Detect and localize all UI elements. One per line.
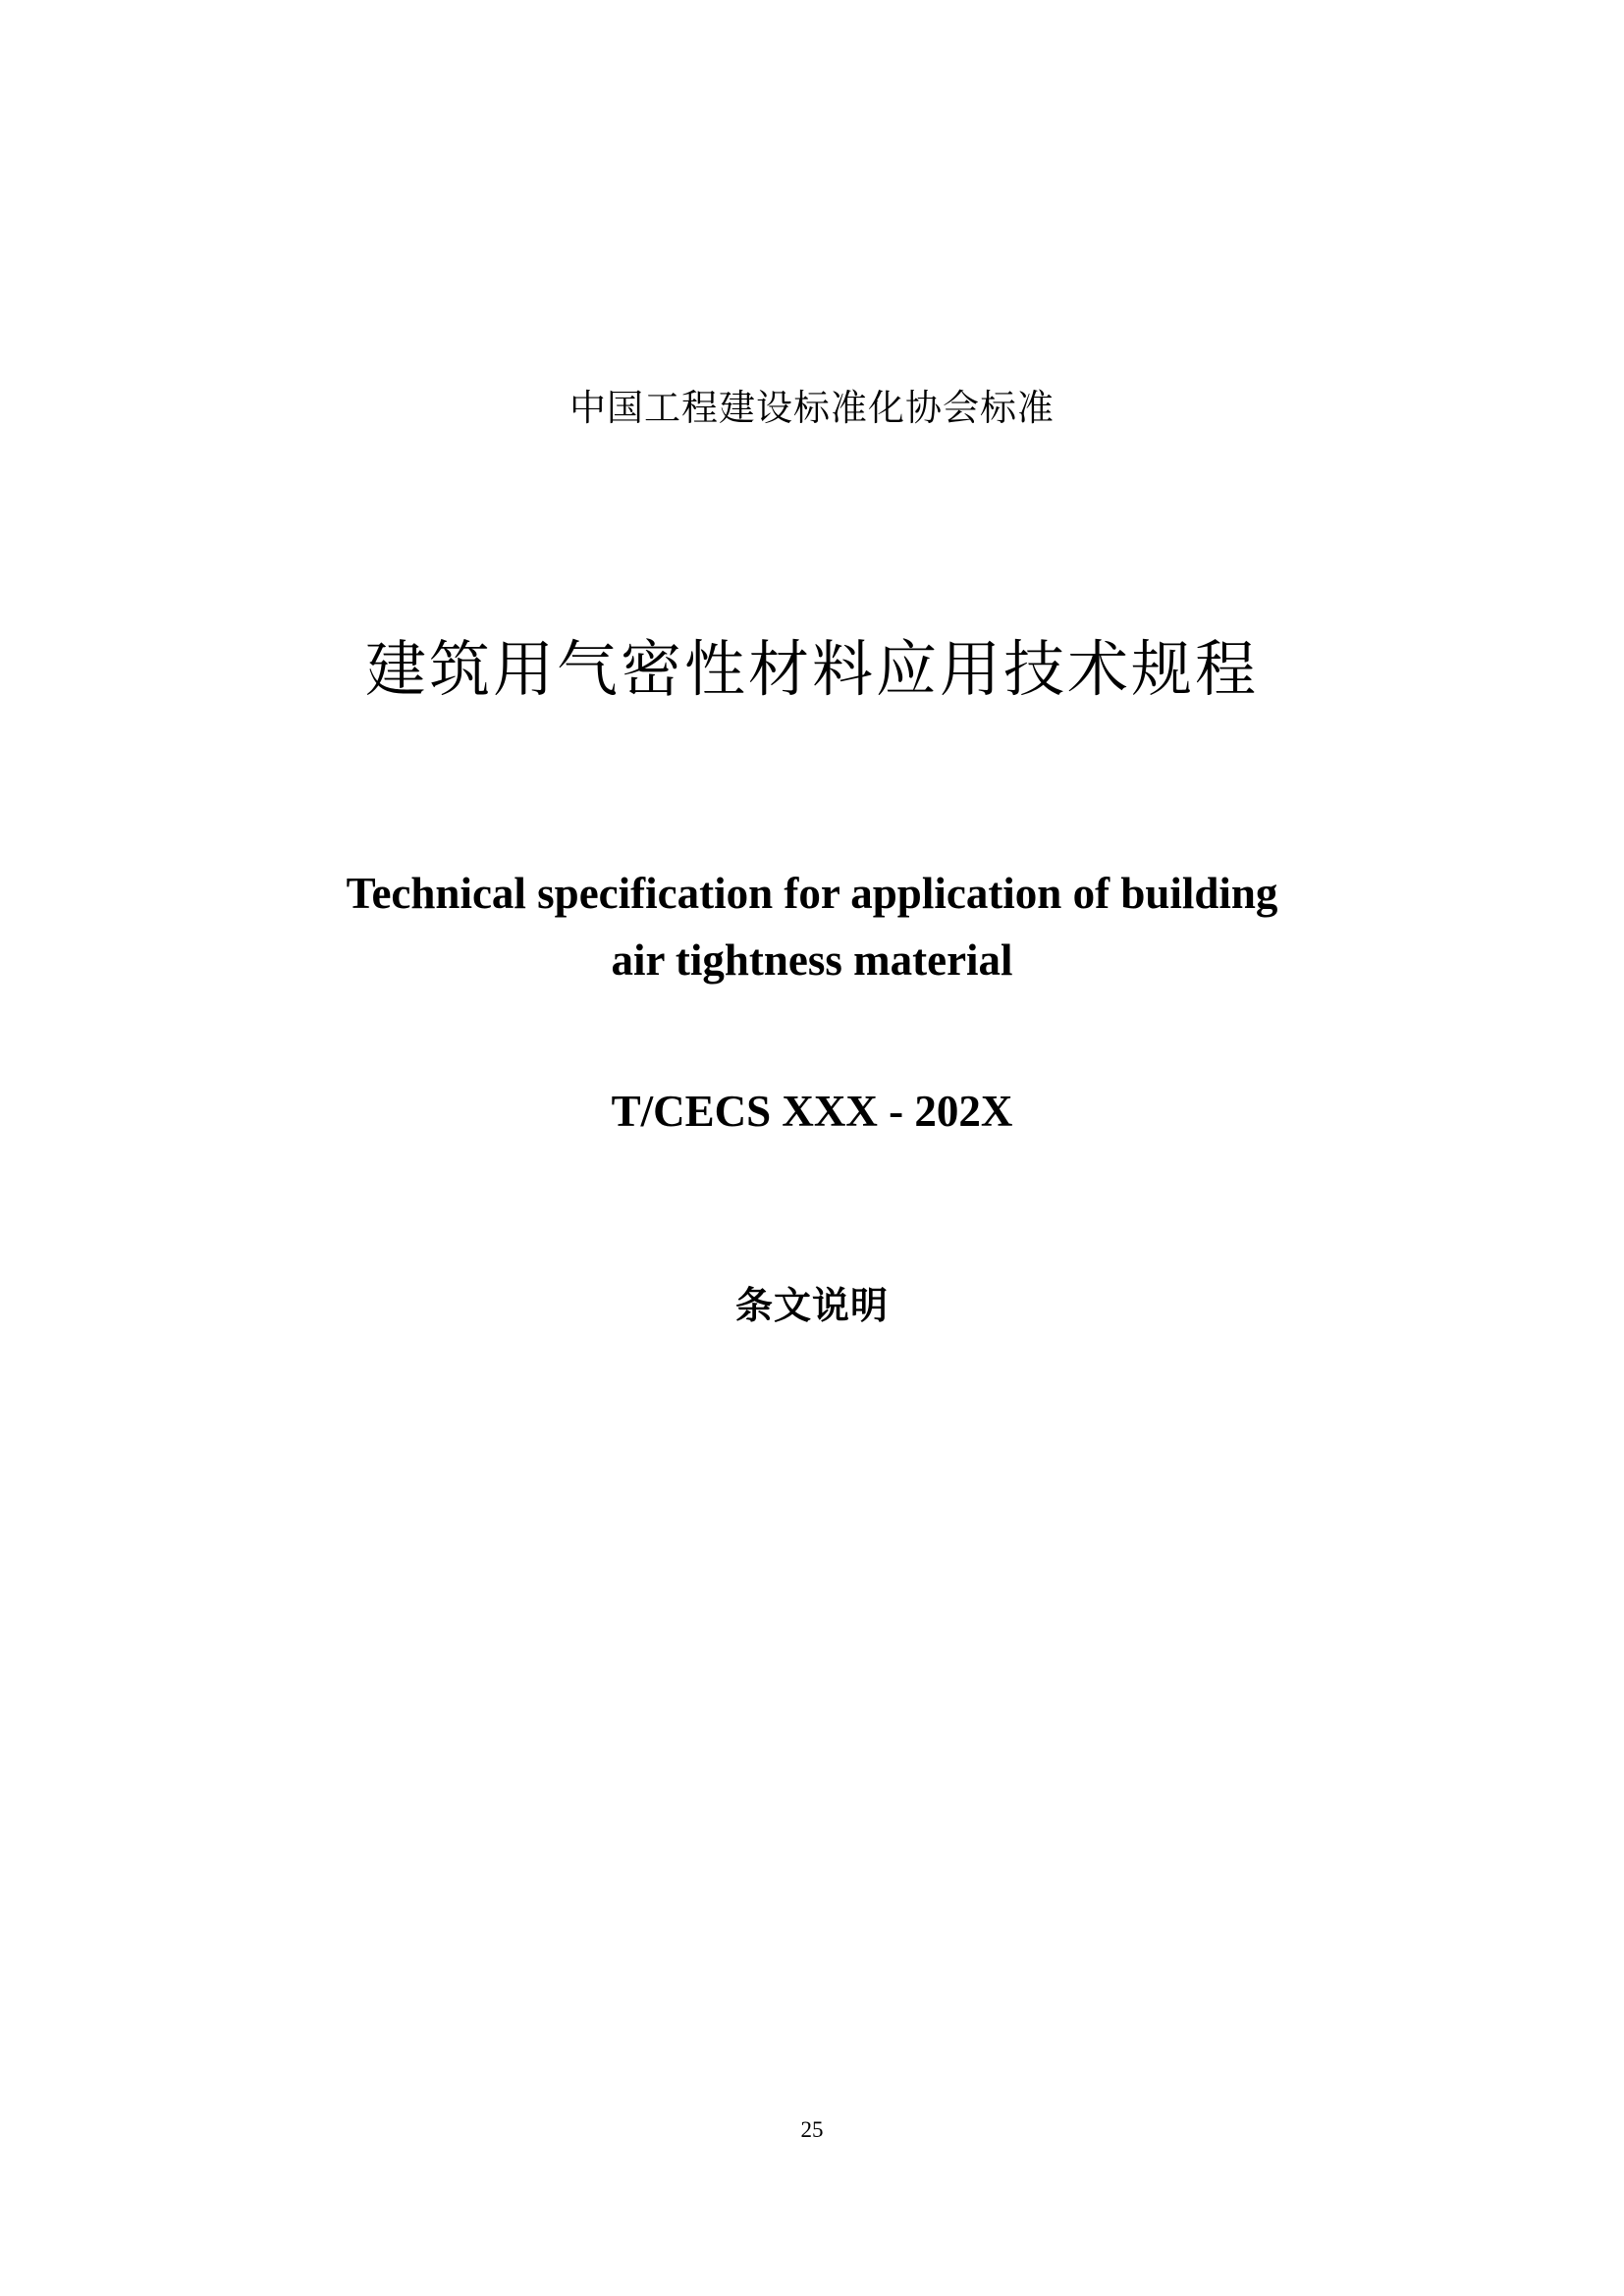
english-title-line-2: air tightness material	[611, 935, 1013, 985]
page-number: 25	[800, 2117, 824, 2142]
standard-code: T/CECS XXX - 202X	[611, 1087, 1013, 1136]
chinese-title: 建筑用气密性材料应用技术规程	[364, 633, 1259, 705]
issuing-organization: 中国工程建设标准化协会标准	[569, 387, 1055, 429]
section-title: 条文说明	[734, 1284, 889, 1327]
english-title-line-1: Technical specification for application of building	[346, 869, 1278, 918]
